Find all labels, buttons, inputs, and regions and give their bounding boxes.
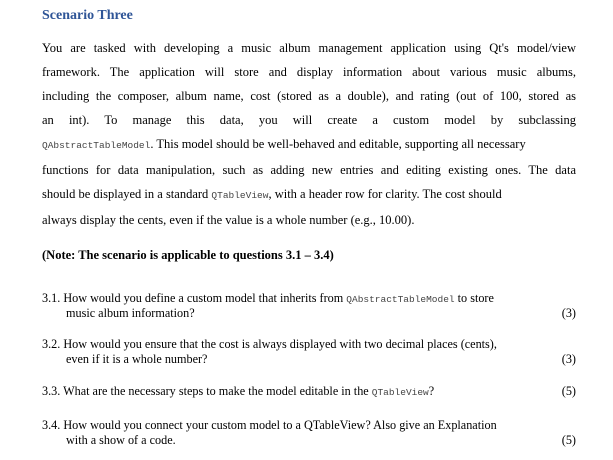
paragraph-line	[42, 208, 576, 232]
inline-code: QAbstractTableModel	[42, 140, 151, 151]
question-text: 3.1. How would you define a custom model that inherits from	[42, 291, 347, 305]
section-heading: Scenario Three	[42, 8, 133, 23]
question-text: with a show of a code.	[66, 433, 176, 447]
paragraph-line	[42, 60, 576, 84]
paragraph-line	[42, 36, 576, 60]
question-marks: (3)	[561, 306, 576, 320]
paragraph-text: . This model should be well-behaved and editable, supporting all necessary	[150, 137, 526, 151]
question-text: 3.2. How would you ensure that the cost is always displayed with two decimal places (cents),	[42, 337, 497, 351]
paragraph-text: You are tasked with developing a music album management application using Qt's model/view	[42, 41, 576, 55]
paragraph-line	[42, 84, 576, 108]
question-line	[42, 306, 576, 321]
scenario-note: (Note: The scenario is applicable to questions 3.1 – 3.4)	[42, 248, 334, 262]
question-3-2	[42, 337, 576, 367]
question-line	[42, 352, 576, 367]
question-marks: (5)	[561, 433, 576, 447]
question-line	[42, 291, 576, 306]
inline-code: QAbstractTableModel	[346, 294, 455, 305]
paragraph-text: including the composer, album name, cost (stored as a double), and rating (out of 100, stored as	[42, 89, 576, 103]
question-3-4	[42, 418, 576, 448]
question-marks: (5)	[561, 384, 576, 398]
paragraph-text: an int). To manage this data, you will create a custom model by subclassing	[42, 113, 576, 127]
paragraph-line	[42, 108, 576, 132]
paragraph-line	[42, 132, 576, 158]
question-text: music album information?	[66, 306, 195, 320]
paragraph-text: should be displayed in a standard	[42, 187, 212, 201]
question-3-3	[42, 384, 576, 399]
question-line	[42, 384, 576, 399]
question-text: 3.3. What are the necessary steps to make the model editable in the	[42, 384, 372, 398]
paragraph-text: functions for data manipulation, such as adding new entries and editing existing ones. The data	[42, 163, 576, 177]
paragraph-line	[42, 182, 576, 208]
question-marks: (3)	[561, 352, 576, 366]
question-text: to store	[454, 291, 494, 305]
paragraph-line	[42, 158, 576, 182]
question-text: ?	[428, 384, 435, 398]
paragraph-text: , with a header row for clarity. The cost should	[268, 187, 502, 201]
question-line	[42, 418, 576, 433]
question-text: even if it is a whole number?	[66, 352, 208, 366]
question-line	[42, 433, 576, 448]
paragraph-text: framework. The application will store and display information about various music albums,	[42, 65, 576, 79]
inline-code: QTableView	[371, 387, 429, 398]
question-line	[42, 337, 576, 352]
paragraph-text: always display the cents, even if the value is a whole number (e.g., 10.00).	[42, 213, 415, 227]
inline-code: QTableView	[211, 190, 269, 201]
scenario-paragraph	[42, 36, 576, 232]
question-3-1	[42, 291, 576, 321]
question-text: 3.4. How would you connect your custom model to a QTableView? Also give an Explanation	[42, 418, 497, 432]
